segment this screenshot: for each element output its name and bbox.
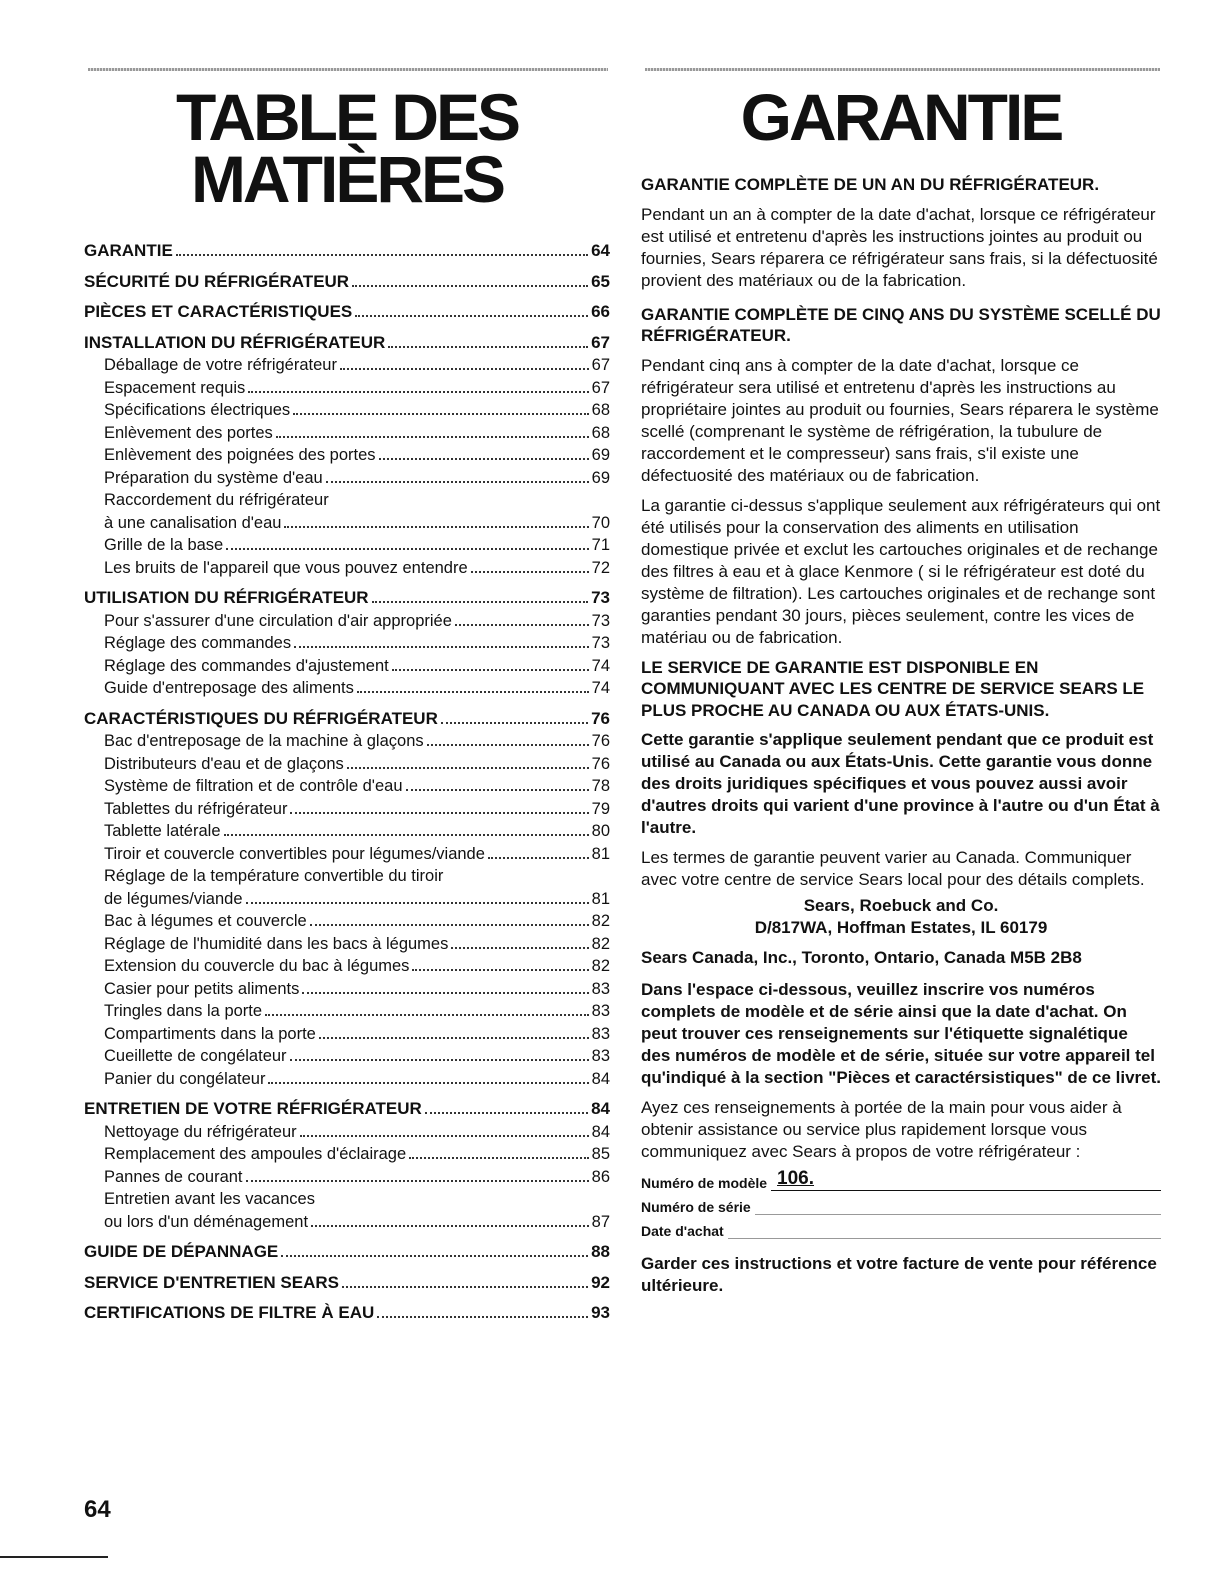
toc-subsection-entry[interactable] (84, 1211, 610, 1234)
toc-section-entry[interactable] (84, 301, 610, 324)
top-rule-left (88, 68, 608, 71)
toc-subsection-entry[interactable] (84, 534, 610, 557)
toc-subsection-entry[interactable] (84, 730, 610, 753)
address-line-2: D/817WA, Hoffman Estates, IL 60179 (754, 918, 1048, 937)
toc-dot-leader (355, 315, 588, 317)
toc-entry-page: 65 (591, 271, 610, 291)
warranty-section (641, 80, 1161, 1305)
toc-subsection-entry[interactable] (84, 655, 610, 678)
toc-title (84, 80, 610, 216)
toc-dot-leader (409, 1157, 588, 1159)
toc-dot-leader (246, 902, 589, 904)
warranty-paragraph-8: Garder ces instructions et votre facture de vente pour référence ultérieure. (641, 1254, 1157, 1295)
toc-entry-title: Réglage de l'humidité dans les bacs à légumes (104, 934, 449, 953)
toc-entry-title: Bac d'entreposage de la machine à glaçons (104, 732, 424, 750)
toc-subsection-entry[interactable] (84, 910, 610, 933)
toc-entry-page: 78 (591, 777, 610, 795)
toc-section-entry[interactable] (84, 1098, 610, 1121)
toc-entry-page: 84 (591, 1099, 610, 1118)
toc-dot-leader (488, 857, 589, 859)
toc-entry-page: 67 (591, 332, 610, 352)
toc-entry-page: 69 (591, 468, 610, 487)
toc-entry-page: 84 (591, 1122, 610, 1141)
model-number-label: Numéro de modèle (641, 1175, 768, 1191)
toc-entry-title: SÉCURITÉ DU RÉFRIGÉRATEUR (84, 271, 350, 291)
toc-subsection-entry[interactable] (84, 399, 610, 422)
toc-entry-page: 83 (591, 1024, 610, 1043)
toc-entry-title: Casier pour petits aliments (104, 979, 300, 998)
toc-subsection-entry[interactable] (84, 489, 610, 512)
warranty-paragraph-6: Dans l'espace ci-dessous, veuillez inscrire vos numéros complets de modèle et de série ainsi que la date d'achat. On peut trouver ces renseignements sur l'étiquette signalétique des numéros de modèle et de série, située sur votre appareil tel qu'indiqué à la section "Pièces et caractérsistiques" de ce livret. (641, 980, 1161, 1087)
toc-dot-leader (455, 624, 589, 626)
toc-entry-title: Réglage des commandes d'ajustement (104, 656, 389, 675)
toc-entry-page: 64 (591, 241, 610, 260)
toc-entry-page: 86 (591, 1167, 610, 1186)
model-number-value: 106. (777, 1168, 815, 1189)
toc-entry-title: Système de filtration et de contrôle d'eau (104, 777, 403, 795)
toc-entry-page: 69 (591, 446, 610, 464)
toc-entry-page: 76 (591, 708, 610, 728)
toc-entry-title: Tablette latérale (104, 822, 221, 840)
toc-section-entry[interactable] (84, 1272, 610, 1295)
toc-dot-leader (347, 767, 589, 769)
purchase-date-label: Date d'achat (641, 1223, 724, 1239)
page-number: 64 (84, 1496, 111, 1523)
toc-entry-title: Bac à légumes et couvercle (104, 912, 307, 930)
toc-subsection-entry[interactable] (84, 843, 610, 866)
toc-entry-title: GARANTIE (84, 241, 173, 260)
serial-number-label: Numéro de série (641, 1199, 751, 1215)
toc-subsection-entry[interactable] (84, 632, 610, 655)
warranty-paragraph-5: Les termes de garantie peuvent varier au Canada. Communiquer avec votre centre de service Sears local pour des détails complets. (641, 848, 1145, 889)
toc-entry-page: 87 (591, 1212, 610, 1231)
toc-entry-page: 81 (591, 889, 610, 908)
toc-subsection-entry[interactable] (84, 1045, 610, 1068)
model-number-line (771, 1168, 1161, 1191)
toc-subsection-entry[interactable] (84, 1068, 610, 1091)
toc-subsection-entry[interactable] (84, 354, 610, 377)
toc-entry-title: Guide d'entreposage des aliments (104, 679, 354, 697)
toc-dot-leader (406, 789, 589, 791)
toc-subsection-entry[interactable] (84, 610, 610, 633)
purchase-date-line (728, 1222, 1161, 1239)
toc-section-entry[interactable] (84, 1241, 610, 1264)
toc-entry-page: 73 (591, 611, 610, 630)
toc-entry-title: Tringles dans la porte (104, 1002, 263, 1020)
toc-entry-page: 76 (591, 754, 610, 773)
toc-entry-title: Enlèvement des poignées des portes (104, 446, 376, 464)
toc-entry-title: ENTRETIEN DE VOTRE RÉFRIGÉRATEUR (84, 1099, 422, 1118)
toc-dot-leader (357, 691, 589, 693)
toc-entry-page: 83 (591, 1047, 610, 1065)
toc-subsection-entry[interactable] (84, 1166, 610, 1189)
toc-entry-page: 82 (591, 957, 610, 975)
toc-entry-page: 80 (591, 822, 610, 840)
toc-subsection-entry[interactable] (84, 467, 610, 490)
toc-subsection-entry[interactable] (84, 933, 610, 956)
footer-rule (0, 1556, 108, 1558)
toc-entry-title: à une canalisation d'eau (104, 513, 282, 532)
table-of-contents (84, 80, 610, 1325)
warranty-paragraph-1: Pendant un an à compter de la date d'achat, lorsque ce réfrigérateur est utilisé et entretenu d'après les instructions jointes au produit ou fournies, Sears réparera ce réfrigérateur sans frais, si la défectuosité provient des matériaux ou de la fabrication. (641, 204, 1158, 290)
toc-entry-title: de légumes/viande (104, 889, 243, 908)
toc-entry-page: 81 (591, 844, 610, 863)
toc-dot-leader (226, 548, 588, 550)
toc-entry-title: Nettoyage du réfrigérateur (104, 1122, 297, 1141)
toc-dot-leader (281, 1255, 588, 1257)
toc-entry-page: 88 (591, 1242, 610, 1261)
toc-subsection-entry[interactable] (84, 377, 610, 400)
toc-title-line1: TABLE DES (175, 80, 519, 154)
warranty-heading-1: GARANTIE COMPLÈTE DE UN AN DU RÉFRIGÉRATEUR. (641, 175, 1100, 194)
toc-dot-leader (300, 1135, 589, 1137)
toc-entry-title: Déballage de votre réfrigérateur (104, 356, 337, 374)
toc-subsection-entry[interactable] (84, 820, 610, 843)
top-rule-right (645, 68, 1160, 71)
toc-subsection-entry[interactable] (84, 978, 610, 1001)
toc-section-entry[interactable] (84, 708, 610, 731)
toc-entry-title: Les bruits de l'appareil que vous pouvez entendre (104, 558, 468, 577)
toc-entry-page: 74 (591, 679, 610, 697)
toc-entry-title: Extension du couvercle du bac à légumes (104, 957, 410, 975)
toc-dot-leader (441, 722, 588, 724)
toc-dot-leader (311, 1225, 589, 1227)
toc-subsection-entry[interactable] (84, 1143, 610, 1166)
toc-dot-leader (319, 1037, 589, 1039)
toc-subsection-entry[interactable] (84, 557, 610, 580)
toc-dot-leader (425, 1112, 588, 1114)
warranty-heading-2: GARANTIE COMPLÈTE DE CINQ ANS DU SYSTÈME SCELLÉ DU RÉFRIGÉRATEUR. (641, 304, 1161, 345)
toc-entry-page: 74 (591, 656, 610, 675)
toc-subsection-entry[interactable] (84, 888, 610, 911)
model-number-field[interactable] (641, 1167, 1161, 1191)
toc-subsection-entry[interactable] (84, 753, 610, 776)
toc-section-entry[interactable] (84, 332, 610, 355)
toc-entry-title: SERVICE D'ENTRETIEN SEARS (84, 1272, 339, 1292)
toc-entry-page: 73 (591, 588, 610, 607)
toc-subsection-entry[interactable] (84, 444, 610, 467)
toc-subsection-entry[interactable] (84, 955, 610, 978)
toc-entry-page: 70 (591, 513, 610, 532)
purchase-date-field[interactable] (641, 1215, 1161, 1239)
toc-entry-title: Entretien avant les vacances (104, 1190, 315, 1208)
toc-dot-leader (412, 969, 588, 971)
toc-entry-title: Réglage des commandes (104, 634, 292, 652)
toc-entry-page: 82 (591, 934, 610, 953)
toc-dot-leader (392, 669, 589, 671)
toc-entry-title: INSTALLATION DU RÉFRIGÉRATEUR (84, 332, 386, 352)
warranty-paragraph-3: La garantie ci-dessus s'applique seulement aux réfrigérateurs qui ont été utilisés pour la conservation des aliments en utilisation domestique privée et exclut les cartouches originales et de rechange des filtres à eau et à glace Kenmore ( si le réfrigérateur est doté du système de filtration). Les cartouches originales et de rechange sont garanties pendant 30 jours, pièces seulement, contre les vices de matériau ou de fabrication. (641, 495, 1161, 647)
toc-entry-title: Raccordement du réfrigérateur (104, 491, 329, 509)
toc-entry-page: 67 (591, 356, 610, 374)
toc-dot-leader (388, 346, 588, 348)
toc-section-entry[interactable] (84, 587, 610, 610)
toc-entry-page: 83 (591, 1002, 610, 1020)
toc-dot-leader (352, 285, 588, 287)
toc-section-entry[interactable] (84, 271, 610, 294)
toc-entry-page: 71 (591, 536, 610, 554)
address-line-1: Sears, Roebuck and Co. (803, 896, 999, 915)
toc-entry-title: Remplacement des ampoules d'éclairage (104, 1145, 407, 1163)
toc-dot-leader (246, 1180, 589, 1182)
toc-subsection-entry[interactable] (84, 422, 610, 445)
toc-section-entry[interactable] (84, 1302, 610, 1325)
toc-entry-page: 85 (591, 1145, 610, 1163)
toc-entry-title: ou lors d'un déménagement (104, 1212, 309, 1231)
toc-subsection-entry[interactable] (84, 1121, 610, 1144)
toc-dot-leader (265, 1014, 589, 1016)
warranty-paragraph-7: Ayez ces renseignements à portée de la main pour vous aider à obtenir assistance ou service plus rapidement lorsque vous communiquez avec Sears à propos de votre réfrigérateur : (641, 1098, 1122, 1161)
warranty-paragraph-2: Pendant cinq ans à compter de la date d'achat, lorsque ce réfrigérateur sera utilisé et entretenu d'après les instructions au propriétaire jointes au produit ou fournies, Sears réparera le système scellé (comprenant le système de réfrigération, la tubulure de raccordement et le compresseur) sans frais, s'il existe une défectuosité des matériaux ou de fabrication. (641, 355, 1159, 485)
toc-dot-leader (471, 571, 589, 573)
toc-entry-title: CERTIFICATIONS DE FILTRE À EAU (84, 1303, 375, 1322)
toc-dot-leader (268, 1082, 588, 1084)
toc-entry-page: 92 (591, 1272, 610, 1292)
address-line-3: Sears Canada, Inc., Toronto, Ontario, Canada M5B 2B8 (641, 948, 1082, 967)
toc-dot-leader (290, 1059, 589, 1061)
toc-dot-leader (284, 526, 588, 528)
toc-entry-page: 93 (591, 1303, 610, 1322)
toc-dot-leader (427, 744, 589, 746)
serial-number-field[interactable] (641, 1191, 1161, 1215)
toc-entry-title: Préparation du système d'eau (104, 468, 323, 487)
toc-list (84, 240, 610, 1325)
toc-entry-title: Pannes de courant (104, 1167, 243, 1186)
toc-entry-page: 84 (591, 1069, 610, 1088)
toc-dot-leader (379, 458, 589, 460)
toc-dot-leader (377, 1316, 588, 1318)
toc-dot-leader (293, 413, 588, 415)
toc-entry-title: Cueillette de congélateur (104, 1047, 287, 1065)
toc-dot-leader (294, 646, 589, 648)
toc-entry-page: 67 (591, 378, 610, 397)
toc-entry-title: Panier du congélateur (104, 1069, 266, 1088)
toc-dot-leader (342, 1286, 588, 1288)
toc-entry-page: 79 (591, 799, 610, 818)
toc-entry-title: Enlèvement des portes (104, 423, 273, 442)
toc-subsection-entry[interactable] (84, 1188, 610, 1211)
toc-dot-leader (326, 481, 589, 483)
toc-dot-leader (290, 812, 588, 814)
toc-entry-page: 83 (591, 979, 610, 998)
toc-dot-leader (276, 436, 589, 438)
toc-entry-page: 72 (591, 558, 610, 577)
toc-dot-leader (224, 834, 589, 836)
toc-subsection-entry[interactable] (84, 1000, 610, 1023)
toc-entry-title: GUIDE DE DÉPANNAGE (84, 1242, 279, 1261)
toc-entry-page: 73 (591, 634, 610, 652)
toc-entry-page: 76 (591, 732, 610, 750)
toc-entry-title: Pour s'assurer d'une circulation d'air appropriée (104, 611, 452, 630)
toc-dot-leader (372, 601, 588, 603)
toc-subsection-entry[interactable] (84, 677, 610, 700)
toc-entry-title: PIÈCES ET CARACTÉRISTIQUES (84, 302, 353, 321)
toc-subsection-entry[interactable] (84, 775, 610, 798)
toc-dot-leader (176, 254, 588, 256)
toc-dot-leader (302, 992, 588, 994)
toc-subsection-entry[interactable] (84, 798, 610, 821)
toc-entry-title: Espacement requis (104, 378, 246, 397)
toc-subsection-entry[interactable] (84, 512, 610, 535)
toc-entry-page: 68 (591, 423, 610, 442)
toc-entry-page: 66 (591, 302, 610, 321)
warranty-title: GARANTIE (740, 80, 1062, 154)
toc-entry-page: 68 (591, 401, 610, 419)
toc-entry-title: Distributeurs d'eau et de glaçons (104, 754, 344, 773)
toc-dot-leader (340, 368, 589, 370)
toc-entry-title: CARACTÉRISTIQUES DU RÉFRIGÉRATEUR (84, 708, 438, 728)
toc-entry-title: Spécifications électriques (104, 401, 291, 419)
toc-subsection-entry[interactable] (84, 1023, 610, 1046)
toc-section-entry[interactable] (84, 240, 610, 263)
toc-entry-title: UTILISATION DU RÉFRIGÉRATEUR (84, 588, 369, 607)
toc-dot-leader (451, 947, 588, 949)
serial-number-line (755, 1198, 1161, 1215)
toc-entry-title: Tablettes du réfrigérateur (104, 799, 288, 818)
toc-title-line2: MATIÈRES (190, 142, 504, 216)
toc-entry-title: Grille de la base (104, 536, 224, 554)
toc-subsection-entry[interactable] (84, 865, 610, 888)
toc-dot-leader (310, 924, 589, 926)
toc-dot-leader (248, 391, 588, 393)
toc-entry-title: Tiroir et couvercle convertibles pour légumes/viande (104, 844, 485, 863)
toc-entry-page: 82 (591, 912, 610, 930)
warranty-heading-3: LE SERVICE DE GARANTIE EST DISPONIBLE EN COMMUNIQUANT AVEC LES CENTRE DE SERVICE SEARS LE PLUS PROCHE AU CANADA OU AUX ÉTATS-UNIS. (641, 657, 1145, 720)
toc-entry-title: Compartiments dans la porte (104, 1024, 316, 1043)
toc-entry-title: Réglage de la température convertible du tiroir (104, 867, 444, 885)
warranty-paragraph-4: Cette garantie s'applique seulement pendant que ce produit est utilisé au Canada ou aux États-Unis. Cette garantie vous donne des droits juridiques spécifiques et vous pouvez aussi avoir d'autres droits qui varient d'une province à l'autre ou d'un État à l'autre. (641, 730, 1160, 837)
